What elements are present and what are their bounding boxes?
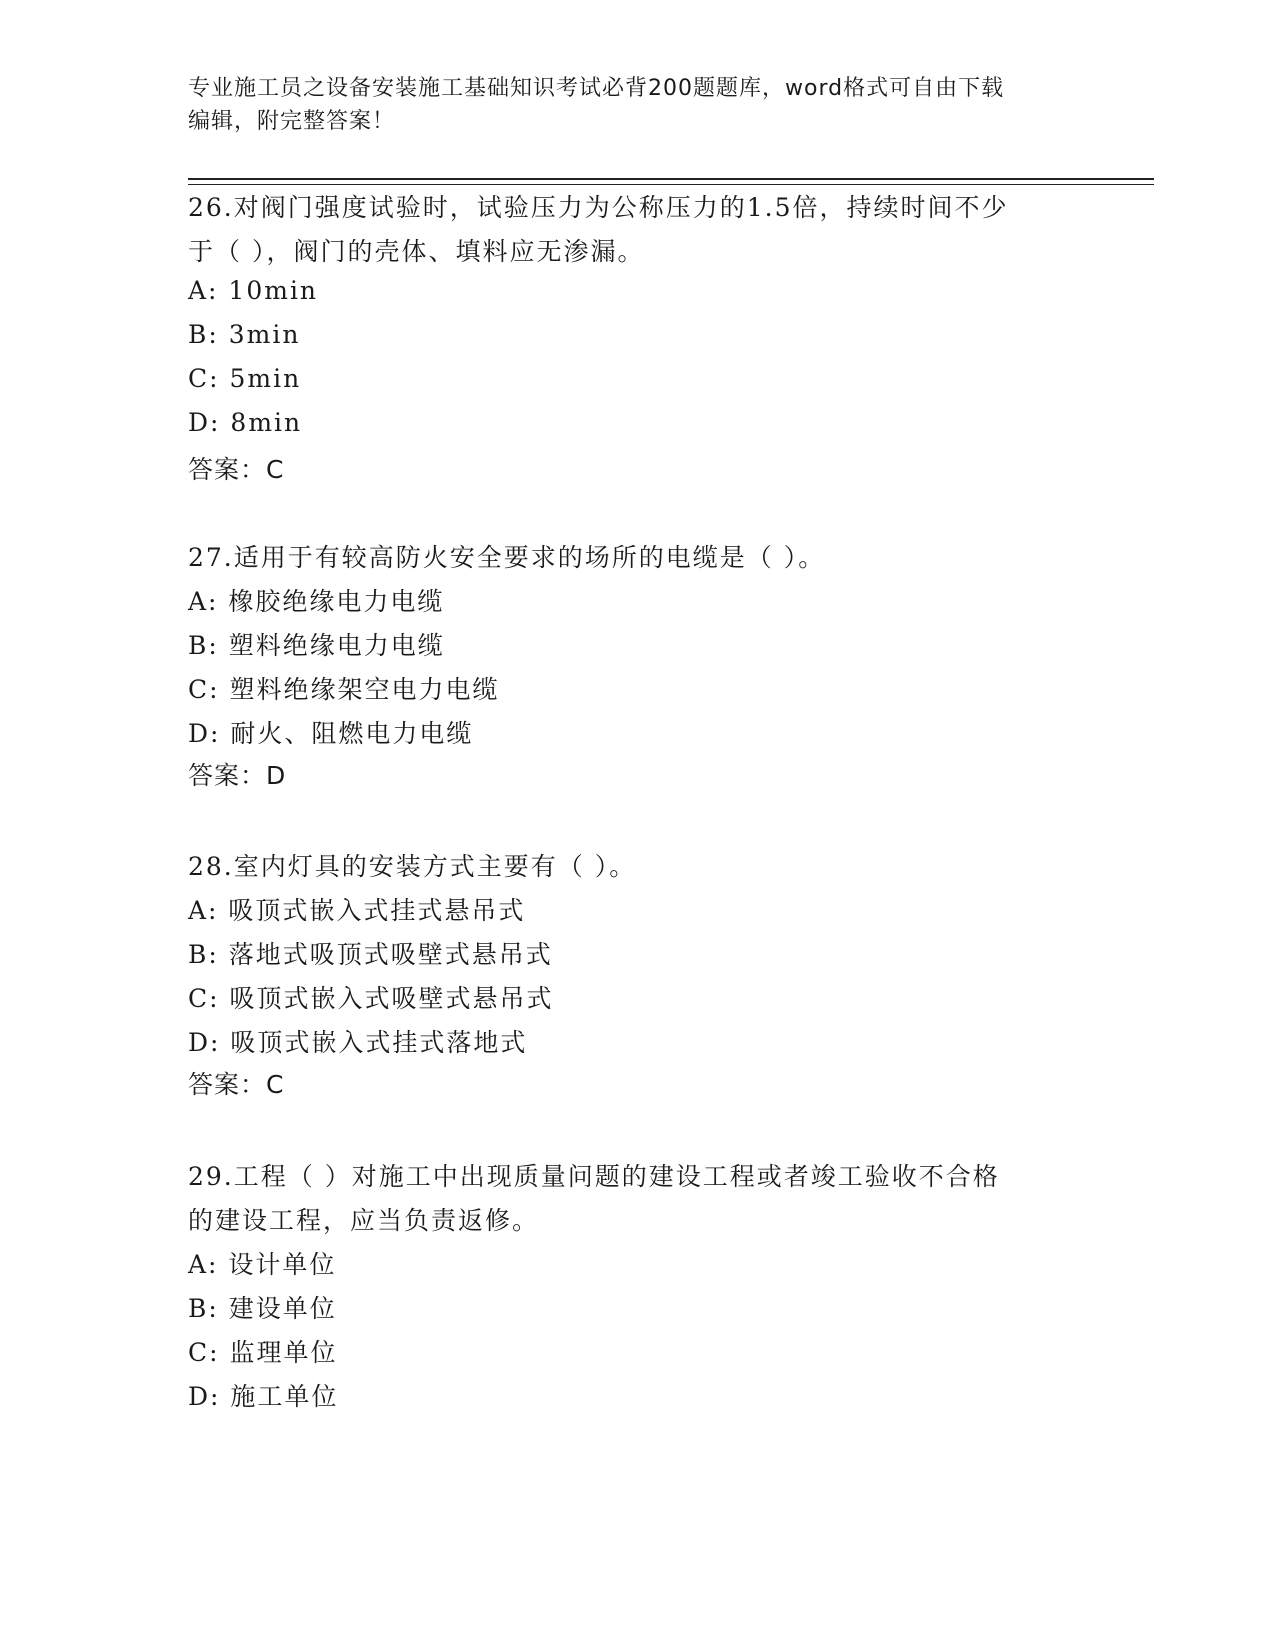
header-rule-thick: [188, 178, 1154, 180]
header-line-2: 编辑，附完整答案！: [188, 109, 396, 134]
option-b: B: 落地式吸顶式吸壁式悬吊式: [188, 940, 553, 969]
question-stem-line: 28.室内灯具的安装方式主要有（ ）。: [188, 852, 637, 881]
question-stem-line: 26.对阀门强度试验时，试验压力为公称压力的1.5倍，持续时间不少: [188, 193, 1009, 222]
question-stem-line: 29.工程（ ）对施工中出现质量问题的建设工程或者竣工验收不合格: [188, 1162, 1000, 1191]
option-d: D: 8min: [188, 408, 303, 437]
option-d: D: 耐火、阻燃电力电缆: [188, 719, 474, 748]
option-d: D: 施工单位: [188, 1382, 339, 1411]
header-line-1: 专业施工员之设备安装施工基础知识考试必背200题题库，word格式可自由下载: [188, 76, 1005, 101]
option-c: C: 监理单位: [188, 1338, 338, 1367]
document-header: [188, 72, 1088, 138]
option-a: A: 吸顶式嵌入式挂式悬吊式: [188, 896, 526, 925]
option-b: B: 3min: [188, 320, 301, 349]
option-b: B: 塑料绝缘电力电缆: [188, 631, 445, 660]
option-d: D: 吸顶式嵌入式挂式落地式: [188, 1028, 528, 1057]
answer: 答案：C: [188, 1070, 285, 1099]
option-a: A: 橡胶绝缘电力电缆: [188, 587, 445, 616]
question-stem-line: 的建设工程，应当负责返修。: [188, 1206, 540, 1235]
option-a: A: 10min: [188, 276, 319, 305]
option-c: C: 塑料绝缘架空电力电缆: [188, 675, 500, 704]
question-stem-line: 于（ ），阀门的壳体、填料应无渗漏。: [188, 237, 645, 266]
option-b: B: 建设单位: [188, 1294, 337, 1323]
option-c: C: 吸顶式嵌入式吸壁式悬吊式: [188, 984, 554, 1013]
question-stem-line: 27.适用于有较高防火安全要求的场所的电缆是（ ）。: [188, 543, 826, 572]
header-rule-thin: [188, 184, 1154, 185]
option-a: A: 设计单位: [188, 1250, 337, 1279]
answer: 答案：C: [188, 455, 285, 484]
option-c: C: 5min: [188, 364, 302, 393]
answer: 答案：D: [188, 761, 287, 790]
